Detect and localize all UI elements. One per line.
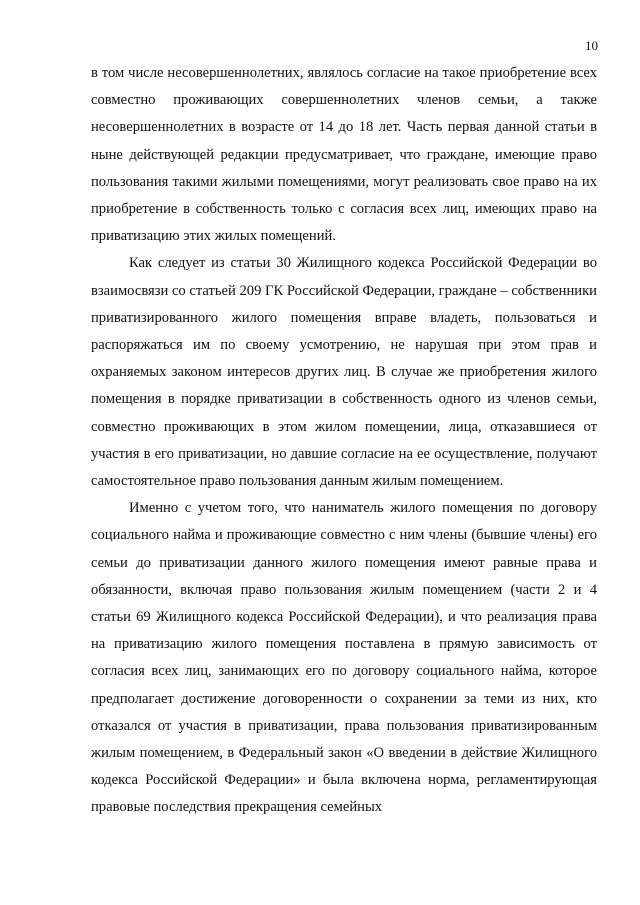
paragraph-social-rent: Именно с учетом того, что наниматель жилого помещения по договору социального найма и проживающие совместно с ним члены (бывшие члены) его семьи до приватизации данного жилого помещения имеют равные права и обязанности, включая право пользования жилым помещением (части 2 и 4 статьи 69 Жилищного кодекса Российской Федерации), и что реализация права на приватизацию жилого помещения поставлена в прямую зависимость от согласия всех лиц, занимающих его по договору социального найма, которое предполагает достижение договоренности о сохранении за теми из них, кто отказался от участия в приватизации, права пользования приватизированным жилым помещением, в Федеральный закон «О введении в действие Жилищного кодекса Российской Федерации» и была включена норма, регламентирующая правовые последствия прекращения семейных — [91, 500, 597, 816]
page-number: 10 — [585, 38, 598, 53]
document-body — [91, 60, 597, 822]
paragraph-article-30: Как следует из статьи 30 Жилищного кодекса Российской Федерации во взаимосвязи со статьей 209 ГК Российской Федерации, граждане – собственники приватизированного жилого помещения вправе владеть, пользоваться и распоряжаться им по своему усмотрению, не нарушая при этом прав и охраняемых законом интересов других лиц. В случае же приобретения жилого помещения в порядке приватизации в собственность одного из членов семьи, совместно проживающих в этом жилом помещении, лица, отказавшиеся от участия в его приватизации, но давшие согласие на ее осуществление, получают самостоятельное право пользования данным жилым помещением. — [91, 255, 597, 490]
paragraph-continuation: в том числе несовершеннолетних, являлось согласие на такое приобретение всех совместно проживающих совершеннолетних членов семьи, а также несовершеннолетних в возрасте от 14 до 18 лет. Часть первая данной статьи в ныне действующей редакции предусматривает, что граждане, имеющие право пользования такими жилыми помещениями, могут реализовать свое право на их приобретение в собственность только с согласия всех лиц, имеющих право на приватизацию этих жилых помещений. — [91, 65, 597, 245]
